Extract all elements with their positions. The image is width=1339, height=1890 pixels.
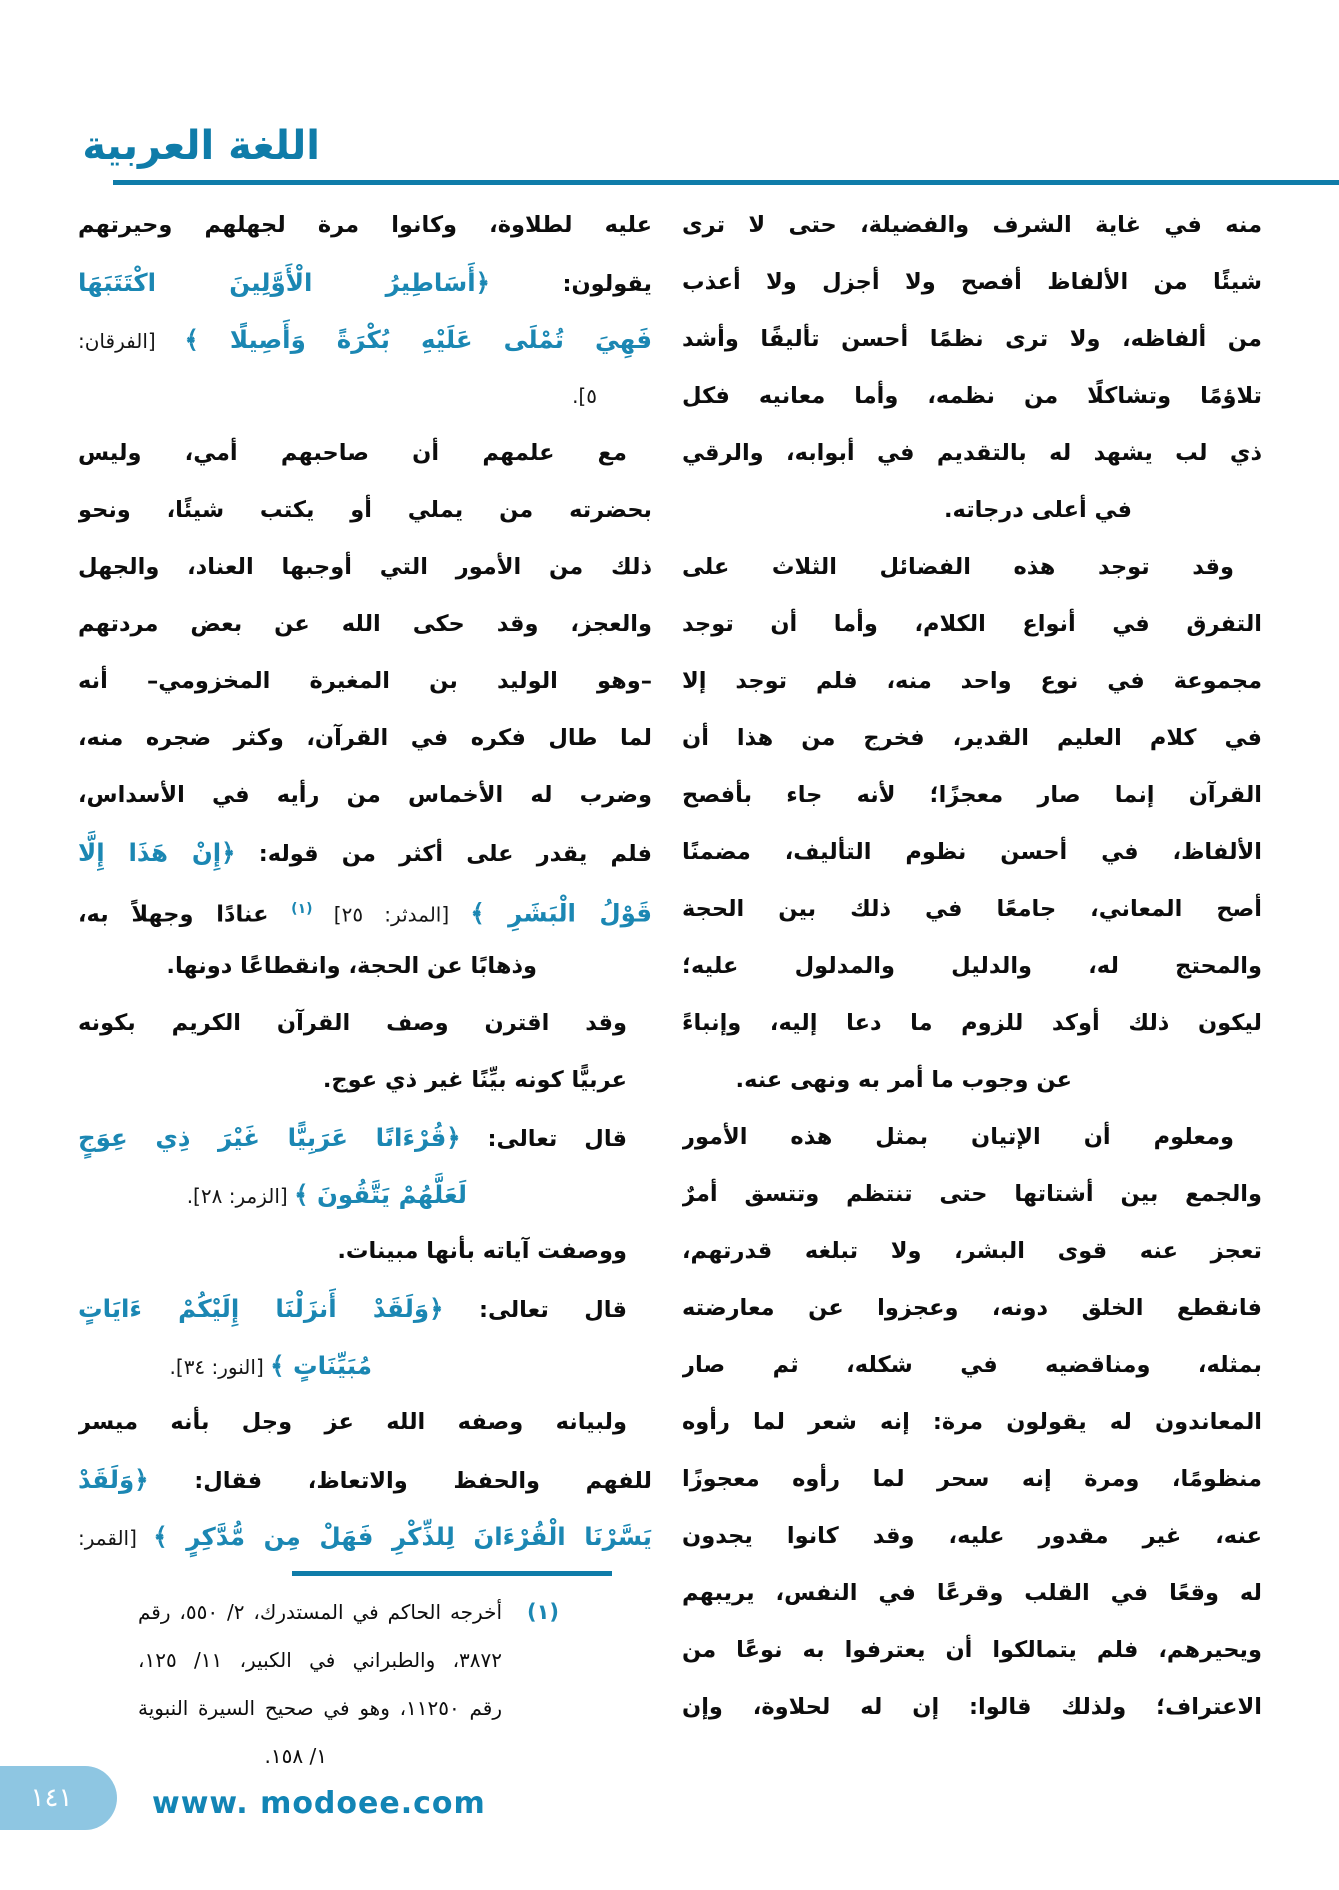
body-text: بحضرته من يملي أو يكتب شيئًا، ونحو [78, 497, 652, 523]
verse-reference: [النور: ٣٤]. [169, 1355, 271, 1379]
text-line [78, 311, 652, 368]
text-line [682, 1052, 1262, 1109]
body-text: ليكون ذلك أوكد للزوم ما دعا إليه، وإنباءً [682, 1010, 1262, 1036]
body-text: فلم يقدر على أكثر من قوله: [235, 841, 652, 867]
body-text: عنه، غير مقدور عليه، وقد كانوا يجدون [682, 1523, 1262, 1549]
text-line [78, 1451, 652, 1508]
body-text: منظومًا، ومرة إنه سحر لما رأوه معجوزًا [682, 1466, 1262, 1492]
text-line [682, 1508, 1262, 1565]
quran-verse-text: ﴿أَسَاطِيرُ الْأَوَّلِينَ اكْتَتَبَهَا [78, 268, 490, 297]
text-line [78, 1394, 652, 1451]
body-text: من ألفاظه، ولا ترى نظمًا أحسن تأليفًا وأشد [682, 326, 1262, 352]
text-line [78, 1508, 652, 1565]
body-text: التفرق في أنواع الكلام، وأما أن توجد [682, 611, 1262, 637]
text-line [138, 1636, 502, 1684]
body-text: قال تعالى: [460, 1126, 628, 1152]
text-line [78, 881, 652, 938]
text-line [682, 368, 1262, 425]
text-line [682, 1109, 1262, 1166]
body-text: ووصفت آياته بأنها مبينات. [337, 1238, 627, 1264]
text-line [682, 938, 1262, 995]
text-column-left [78, 197, 652, 1565]
text-line [78, 254, 652, 311]
text-line [682, 1565, 1262, 1622]
body-text: بمثله، ومناقضيه في شكله، ثم صار [682, 1352, 1262, 1378]
text-line [682, 596, 1262, 653]
body-text: أصح المعاني، جامعًا في ذلك بين الحجة [682, 896, 1262, 922]
quran-verse-text: ﴿وَلَقَدْ [78, 1465, 149, 1494]
text-line [682, 995, 1262, 1052]
text-line [682, 767, 1262, 824]
body-text: ذلك من الأمور التي أوجبها العناد، والجهل [78, 554, 652, 580]
body-text: ومعلوم أن الإتيان بمثل هذه الأمور [682, 1124, 1234, 1150]
body-text: ويحيرهم، فلم يتمالكوا أن يعترفوا به نوعًا من [682, 1637, 1262, 1663]
text-line [682, 311, 1262, 368]
footnote-ref-marker: (١) [291, 901, 313, 917]
footnote [78, 1588, 652, 1780]
text-line [682, 653, 1262, 710]
series-logo: اللغة العربية [82, 123, 320, 169]
text-line [78, 197, 652, 254]
body-text: الألفاظ، في أحسن نظوم التأليف، مضمنًا [682, 839, 1262, 865]
text-line [78, 1109, 652, 1166]
body-text: شيئًا من الألفاظ أفصح ولا أجزل ولا أعذب [682, 269, 1262, 295]
footnote-marker: (١) [526, 1600, 559, 1624]
quran-verse-text: ﴿وَلَقَدْ أَنزَلْنَا إِلَيْكُمْ ءَايَاتٍ [78, 1294, 444, 1323]
text-line [682, 197, 1262, 254]
text-line [78, 596, 652, 653]
body-text: وذهابًا عن الحجة، وانقطاعًا دونها. [166, 953, 537, 979]
body-text: والمحتج له، والدليل والمدلول عليه؛ [682, 953, 1262, 979]
text-column-right [682, 197, 1262, 1736]
body-text: رقم ١١٢٥٠، وهو في صحيح السيرة النبوية [138, 1696, 502, 1720]
footnote-text [138, 1588, 502, 1780]
body-text: عليه لطلاوة، وكانوا مرة لجهلهم وحيرتهم [78, 212, 652, 238]
body-text: مع علمهم أن صاحبهم أمي، وليس [78, 440, 627, 466]
text-line [682, 710, 1262, 767]
text-line [78, 653, 652, 710]
body-text: تلاؤمًا وتشاكلًا من نظمه، وأما معانيه فكل [682, 383, 1262, 409]
body-text: مجموعة في نوع واحد منه، فلم توجد إلا [682, 668, 1262, 694]
text-line [682, 824, 1262, 881]
text-line [682, 1166, 1262, 1223]
body-text: عن وجوب ما أمر به ونهى عنه. [735, 1067, 1072, 1093]
body-text: لما طال فكره في القرآن، وكثر ضجره منه، [78, 725, 652, 751]
body-text: في أعلى درجاته. [944, 497, 1132, 523]
text-line [78, 368, 652, 425]
page-number-badge [0, 1766, 117, 1830]
text-line [682, 1451, 1262, 1508]
text-line [78, 425, 652, 482]
website-url: www. modoee.com [152, 1786, 486, 1821]
text-line [138, 1684, 502, 1732]
text-line [682, 881, 1262, 938]
quran-verse-text: يَسَّرْنَا الْقُرْءَانَ لِلذِّكْرِ فَهَلْ مِن مُّدَّكِرٍ ﴾ [153, 1522, 652, 1551]
text-line [78, 710, 652, 767]
text-line [682, 1337, 1262, 1394]
text-line [78, 824, 652, 881]
footnote-separator [292, 1571, 612, 1576]
text-line [78, 539, 652, 596]
quran-verse-text: فَهِيَ تُمْلَى عَلَيْهِ بُكْرَةً وَأَصِيلًا ﴾ [184, 325, 652, 354]
body-text: ٣٨٧٢، والطبراني في الكبير، ١١/ ١٢٥، [138, 1648, 502, 1672]
body-text: المعاندون له يقولون مرة: إنه شعر لما رأوه [682, 1409, 1262, 1435]
body-text: عربيًّا كونه بيِّنًا غير ذي عوج. [322, 1067, 627, 1093]
text-line [682, 1679, 1262, 1736]
text-line [682, 425, 1262, 482]
body-text: ولبيانه وصفه الله عز وجل بأنه ميسر [78, 1409, 627, 1435]
body-text: ذي لب يشهد له بالتقديم في أبوابه، والرقي [682, 440, 1262, 466]
verse-reference: [القمر: [78, 1526, 154, 1550]
text-line [78, 1052, 652, 1109]
body-text: يقولون: [489, 271, 652, 297]
text-line [78, 1337, 652, 1394]
text-line [682, 1622, 1262, 1679]
text-line [78, 938, 652, 995]
body-text: له وقعًا في القلب وقرعًا في النفس، يريبهم [682, 1580, 1262, 1606]
verse-reference: [الزمر: ٢٨]. [186, 1184, 295, 1208]
text-line [682, 539, 1262, 596]
body-text: أخرجه الحاكم في المستدرك، ٢/ ٥٥٠، رقم [138, 1600, 502, 1624]
quran-verse-text: ﴿قُرْءَانًا عَرَبِيًّا غَيْرَ ذِي عِوَجٍ [78, 1123, 461, 1152]
body-text: للفهم والحفظ والاتعاظ، فقال: [148, 1468, 652, 1494]
body-text: وضرب له الأخماس من رأيه في الأسداس، [78, 782, 652, 808]
quran-verse-text: مُبَيِّنَاتٍ ﴾ [270, 1351, 372, 1380]
body-text: قال تعالى: [443, 1297, 627, 1323]
body-text: وقد اقترن وصف القرآن الكريم بكونه [78, 1010, 627, 1036]
text-line [78, 482, 652, 539]
body-text: القرآن إنما صار معجزًا؛ لأنه جاء بأفصح [682, 782, 1262, 808]
verse-reference: [المدثر: ٢٥] [312, 902, 471, 927]
body-text: منه في غاية الشرف والفضيلة، حتى لا ترى [682, 212, 1262, 238]
text-line [78, 767, 652, 824]
body-text: في كلام العليم القدير، فخرج من هذا أن [682, 725, 1262, 751]
text-line [138, 1732, 502, 1780]
text-line [682, 1223, 1262, 1280]
body-text: تعجز عنه قوى البشر، ولا تبلغه قدرتهم، [682, 1238, 1262, 1264]
verse-reference: [الفرقان: [78, 329, 185, 353]
text-line [78, 1280, 652, 1337]
body-text: والجمع بين أشتاتها حتى تنتظم وتتسق أمرٌ [682, 1181, 1262, 1207]
text-line [78, 995, 652, 1052]
body-text: فانقطع الخلق دونه، وعجزوا عن معارضته [682, 1295, 1262, 1321]
quran-verse-text: لَعَلَّهُمْ يَتَّقُونَ ﴾ [294, 1180, 467, 1209]
quran-verse-text: قَوْلُ الْبَشَرِ ﴾ [470, 898, 652, 928]
text-line [682, 1280, 1262, 1337]
text-line [682, 482, 1262, 539]
page-number: ١٤١ [30, 1783, 73, 1813]
body-text: والعجز، وقد حكى الله عن بعض مردتهم [78, 611, 652, 637]
text-line [682, 254, 1262, 311]
body-text: وقد توجد هذه الفضائل الثلاث على [682, 554, 1234, 580]
text-line [78, 1223, 652, 1280]
quran-verse-text: ﴿إِنْ هَذَا إِلَّا [78, 838, 236, 867]
body-text: عنادًا وجهلاً به، [78, 901, 292, 928]
body-text: الاعتراف؛ ولذلك قالوا: إن له لحلاوة، وإن [682, 1694, 1262, 1720]
body-text: –وهو الوليد بن المغيرة المخزومي– أنه [78, 668, 652, 694]
header-rule [113, 180, 1339, 185]
text-line [78, 1166, 652, 1223]
verse-reference: ٥]. [572, 384, 597, 408]
text-line [682, 1394, 1262, 1451]
text-line [138, 1588, 502, 1636]
body-text: ١/ ١٥٨. [264, 1744, 327, 1768]
